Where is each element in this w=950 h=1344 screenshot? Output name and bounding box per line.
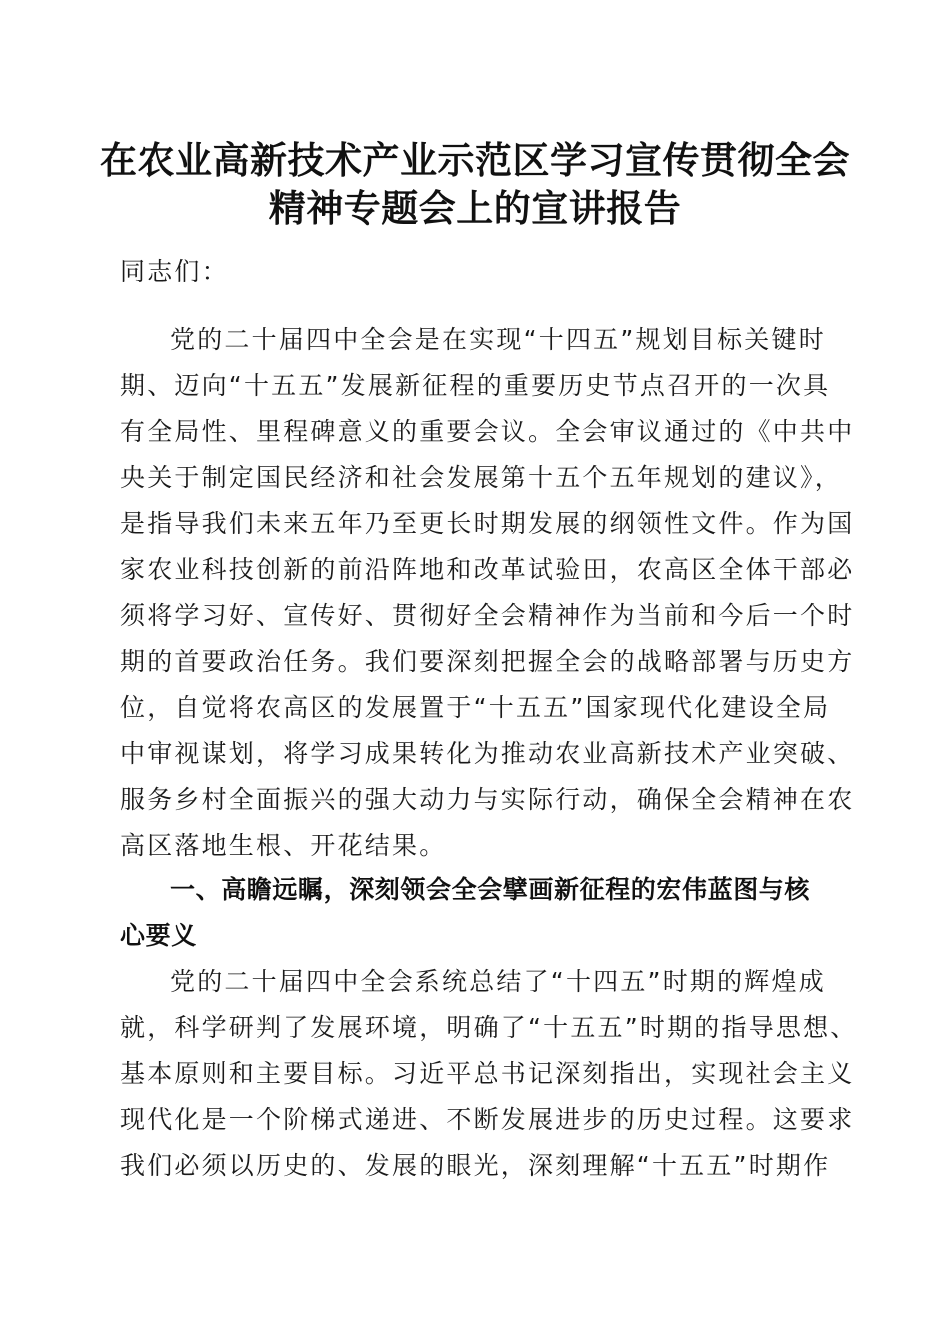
paragraph-line: 现代化是一个阶梯式递进、不断发展进步的历史过程。这要求 [120, 1105, 855, 1134]
paragraph-line: 央关于制定国民经济和社会发展第十五个五年规划的建议》， [120, 463, 842, 492]
paragraph-line: 是指导我们未来五年乃至更长时期发展的纲领性文件。作为国 [120, 509, 855, 538]
document-title-line-1: 在农业高新技术产业示范区学习宣传贯彻全会 [100, 138, 850, 182]
paragraph-line: 党的二十届四中全会系统总结了“十四五”时期的辉煌成 [170, 967, 826, 996]
paragraph-line: 我们必须以历史的、发展的眼光，深刻理解“十五五”时期作 [120, 1151, 831, 1180]
paragraph-line: 家农业科技创新的前沿阵地和改革试验田，农高区全体干部必 [120, 555, 855, 584]
document-title-line-2: 精神专题会上的宣讲报告 [268, 186, 682, 230]
paragraph-line: 中审视谋划，将学习成果转化为推动农业高新技术产业突破、 [120, 739, 855, 768]
paragraph-line: 位，自觉将农高区的发展置于“十五五”国家现代化建设全局 [120, 693, 831, 722]
paragraph-line: 服务乡村全面振兴的强大动力与实际行动，确保全会精神在农 [120, 785, 855, 814]
paragraph-line: 须将学习好、宣传好、贯彻好全会精神作为当前和今后一个时 [120, 601, 855, 630]
paragraph-line: 高区落地生根、开花结果。 [120, 831, 447, 860]
paragraph-line: 期、迈向“十五五”发展新征程的重要历史节点召开的一次具 [120, 371, 831, 400]
paragraph-line: 基本原则和主要目标。习近平总书记深刻指出，实现社会主义 [120, 1059, 855, 1088]
paragraph-line: 党的二十届四中全会是在实现“十四五”规划目标关键时 [170, 325, 826, 354]
salutation: 同志们： [120, 257, 229, 286]
paragraph-line: 期的首要政治任务。我们要深刻把握全会的战略部署与历史方 [120, 647, 855, 676]
section-heading-line: 心要义 [120, 921, 197, 950]
paragraph-line: 有全局性、里程碑意义的重要会议。全会审议通过的《中共中 [120, 417, 855, 446]
paragraph-line: 就，科学研判了发展环境，明确了“十五五”时期的指导思想、 [120, 1013, 858, 1042]
section-heading-line: 一、高瞻远瞩，深刻领会全会擘画新征程的宏伟蓝图与核 [170, 875, 811, 904]
